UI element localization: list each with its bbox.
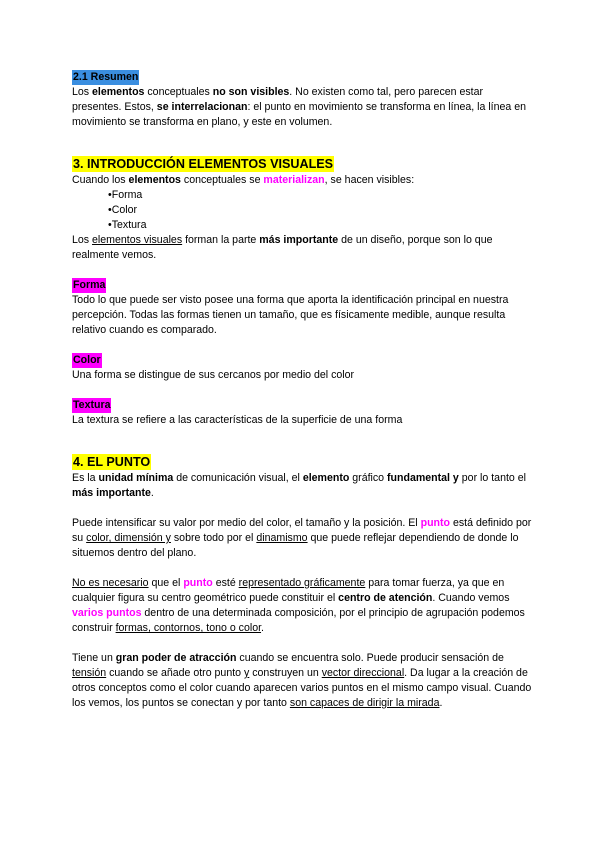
paragraph-forma: Todo lo que puede ser visto posee una forma que aporta la identificación principal en nuestra percepción. Todas las formas tienen un tamaño, que es físicamente medible, aunque resulta relativo cuando es comparado.	[72, 294, 509, 336]
text-run: cuando se encuentra solo. Puede producir sensación de	[236, 652, 504, 664]
underline-run: vector direccional	[321, 667, 405, 679]
paragraph-color: Una forma se distingue de sus cercanos por medio del color	[72, 369, 355, 381]
text-run: esté	[212, 577, 239, 589]
underline-run: No es necesario	[72, 577, 149, 589]
bold-run: más importante	[259, 234, 339, 246]
bold-run: fundamental y	[387, 472, 459, 484]
text-run: .	[439, 697, 443, 709]
bold-run: gran poder de atracción	[115, 652, 237, 664]
underline-run: color, dimensión y	[86, 532, 171, 544]
list-item: • Color	[108, 203, 534, 218]
text-run: que el	[148, 577, 184, 589]
text-run: Tiene un	[72, 652, 116, 664]
heading-forma: Forma	[73, 279, 106, 291]
text-run: Puede intensificar su valor por medio del color, el tamaño y la posición. El	[72, 517, 421, 529]
heading-introduccion: 3. INTRODUCCIÓN ELEMENTOS VISUALES	[73, 157, 334, 171]
text-run: . Da lugar a la creación de otros conceptos como el color cuando aparecen varios puntos en el mismo campo visual. Cuando los vemos, los puntos se conectan y por tanto	[72, 667, 532, 709]
text-run: para tomar fuerza, ya que en cualquier figura su centro geométrico puede constituir el	[72, 577, 505, 604]
pink-run: punto	[420, 517, 451, 529]
underline-run: formas, contornos, tono o color	[115, 622, 262, 634]
elements-list	[72, 188, 534, 233]
text-run: construyen un	[249, 667, 322, 679]
bold-run: unidad mínima	[98, 472, 174, 484]
underline-run: y	[244, 667, 250, 679]
paragraph-punto-4	[72, 651, 534, 711]
bold-run: centro de atención	[338, 592, 433, 604]
heading-color: Color	[73, 354, 101, 366]
bold-run: no son visibles	[212, 86, 290, 98]
text-run: está definido por su	[72, 517, 532, 544]
pink-run: materializan	[263, 174, 325, 186]
paragraph-punto-1	[72, 471, 534, 501]
text-run: .	[261, 622, 264, 634]
pink-run: varios puntos	[72, 607, 142, 619]
paragraph-intro-1	[72, 173, 534, 188]
heading-resumen: 2.1 Resumen	[73, 71, 139, 83]
paragraph-textura: La textura se refiere a las características de la superficie de una forma	[72, 414, 403, 426]
text-run: conceptuales se	[180, 174, 264, 186]
bold-run: más importante	[72, 487, 151, 499]
text-run: . Cuando vemos	[432, 592, 510, 604]
text-run: : el punto en movimiento se transforma en línea, la línea en movimiento se transforma en plano, y este en volumen.	[72, 101, 527, 128]
list-item: • Textura	[108, 218, 534, 233]
text-run: Es la	[72, 472, 99, 484]
bold-run: elemento	[302, 472, 350, 484]
text-run: .	[150, 487, 154, 499]
text-run: que puede reflejar dependiendo de donde lo situemos dentro del plano.	[72, 532, 519, 559]
text-run: dentro de una determinada composición, por el principio de agrupación podemos construir	[72, 607, 525, 634]
heading-textura: Textura	[73, 399, 111, 411]
paragraph-punto-2	[72, 516, 534, 561]
paragraph-resumen	[72, 85, 534, 130]
bold-run: elementos	[128, 174, 181, 186]
document-page	[72, 70, 534, 711]
text-run: . No existen como tal, pero parecen estar presentes. Estos,	[72, 86, 484, 113]
text-run: de comunicación visual, el	[173, 472, 303, 484]
text-run: gráfico	[349, 472, 388, 484]
text-run: forman la parte	[182, 234, 260, 246]
text-run: por lo tanto el	[458, 472, 526, 484]
underline-run: representado gráficamente	[238, 577, 366, 589]
text-run: Cuando los	[72, 174, 129, 186]
text-run: cuando se añade otro punto	[106, 667, 244, 679]
list-item: • Forma	[108, 188, 534, 203]
text-run: conceptuales	[144, 86, 213, 98]
bold-run: se interrelacionan	[156, 101, 248, 113]
paragraph-intro-2	[72, 233, 534, 263]
text-run: sobre todo por el	[170, 532, 257, 544]
underline-run: elementos visuales	[92, 234, 183, 246]
text-run: de un diseño, porque son lo que realmente vemos.	[72, 234, 493, 261]
underline-run: son capaces de dirigir la mirada	[289, 697, 440, 709]
underline-run: dinamismo	[256, 532, 308, 544]
bold-run: elementos	[92, 86, 145, 98]
heading-el-punto: 4. EL PUNTO	[73, 455, 151, 469]
paragraph-punto-3	[72, 576, 534, 636]
underline-run: tensión	[72, 667, 107, 679]
text-run: Los	[72, 234, 93, 246]
text-run: Los	[72, 86, 93, 98]
pink-run: punto	[183, 577, 213, 589]
text-run: , se hacen visibles:	[324, 174, 415, 186]
